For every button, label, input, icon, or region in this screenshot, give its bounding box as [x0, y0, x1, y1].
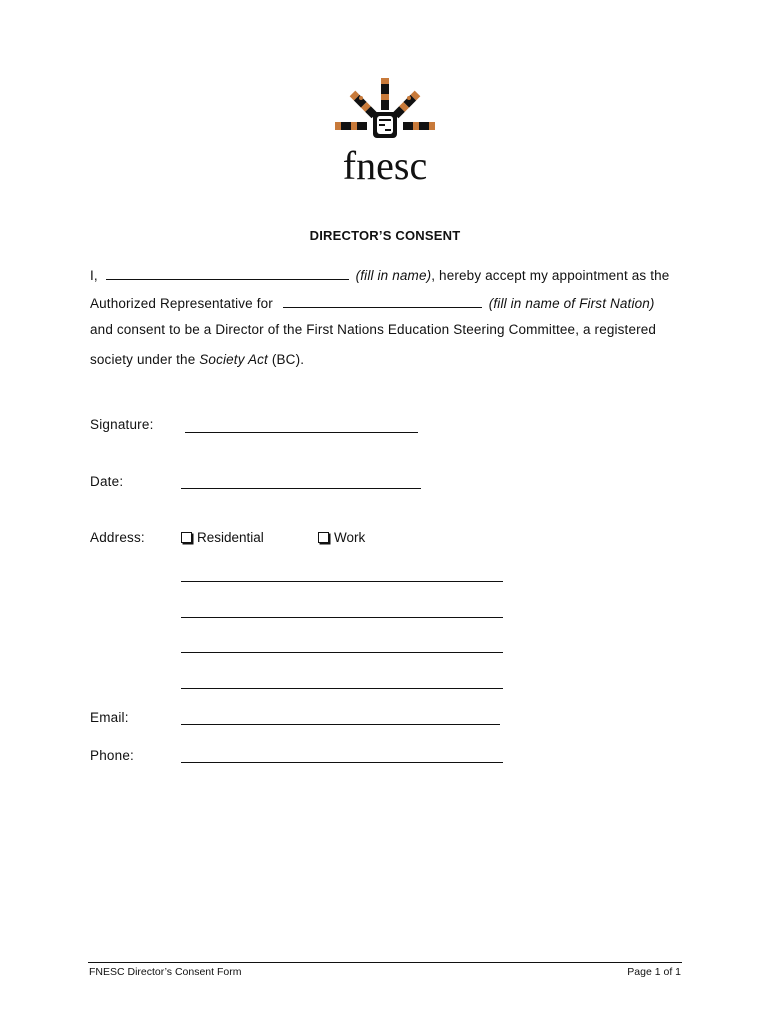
address-line-2[interactable] [181, 617, 503, 618]
email-line[interactable] [181, 724, 500, 725]
address-label: Address: [90, 530, 145, 545]
name-hint: (fill in name) [355, 268, 432, 283]
address-line-4[interactable] [181, 688, 503, 689]
checkbox-icon [181, 532, 192, 543]
signature-line[interactable] [185, 432, 418, 433]
document-title: DIRECTOR’S CONSENT [309, 228, 461, 243]
residential-checkbox[interactable] [181, 530, 264, 545]
email-label: Email: [90, 710, 129, 725]
society-act: Society Act [199, 352, 268, 367]
consent-line-1 [90, 265, 669, 283]
date-line[interactable] [181, 488, 421, 489]
footer-page-number: Page 1 of 1 [627, 966, 681, 978]
phone-line[interactable] [181, 762, 503, 763]
consent-line-4 [90, 352, 304, 367]
first-nation-hint: (fill in name of First Nation) [488, 296, 655, 311]
checkbox-icon [318, 532, 329, 543]
society-suffix: (BC). [271, 352, 305, 367]
first-nation-blank[interactable] [283, 293, 482, 308]
work-label: Work [334, 530, 366, 545]
name-prefix: I, [90, 268, 98, 283]
svg-text:fnesc: fnesc [342, 143, 428, 186]
fnesc-logo [333, 76, 437, 186]
society-prefix: society under the [90, 352, 196, 367]
signature-label: Signature: [90, 417, 154, 432]
rep-prefix: Authorized Representative for [90, 296, 273, 311]
residential-label: Residential [197, 530, 264, 545]
phone-label: Phone: [90, 748, 134, 763]
consent-line-3: and consent to be a Director of the First Nations Education Steering Committee, a registered [90, 322, 657, 337]
work-checkbox[interactable] [318, 530, 365, 545]
date-label: Date: [90, 474, 124, 489]
line-1-end: , hereby accept my appointment as the [431, 268, 670, 283]
fnesc-emblem-icon [333, 76, 437, 186]
footer-divider [88, 962, 682, 963]
consent-line-2 [90, 293, 655, 311]
address-line-1[interactable] [181, 581, 503, 582]
name-blank[interactable] [106, 265, 349, 280]
footer-form-name: FNESC Director’s Consent Form [89, 966, 242, 978]
address-line-3[interactable] [181, 652, 503, 653]
